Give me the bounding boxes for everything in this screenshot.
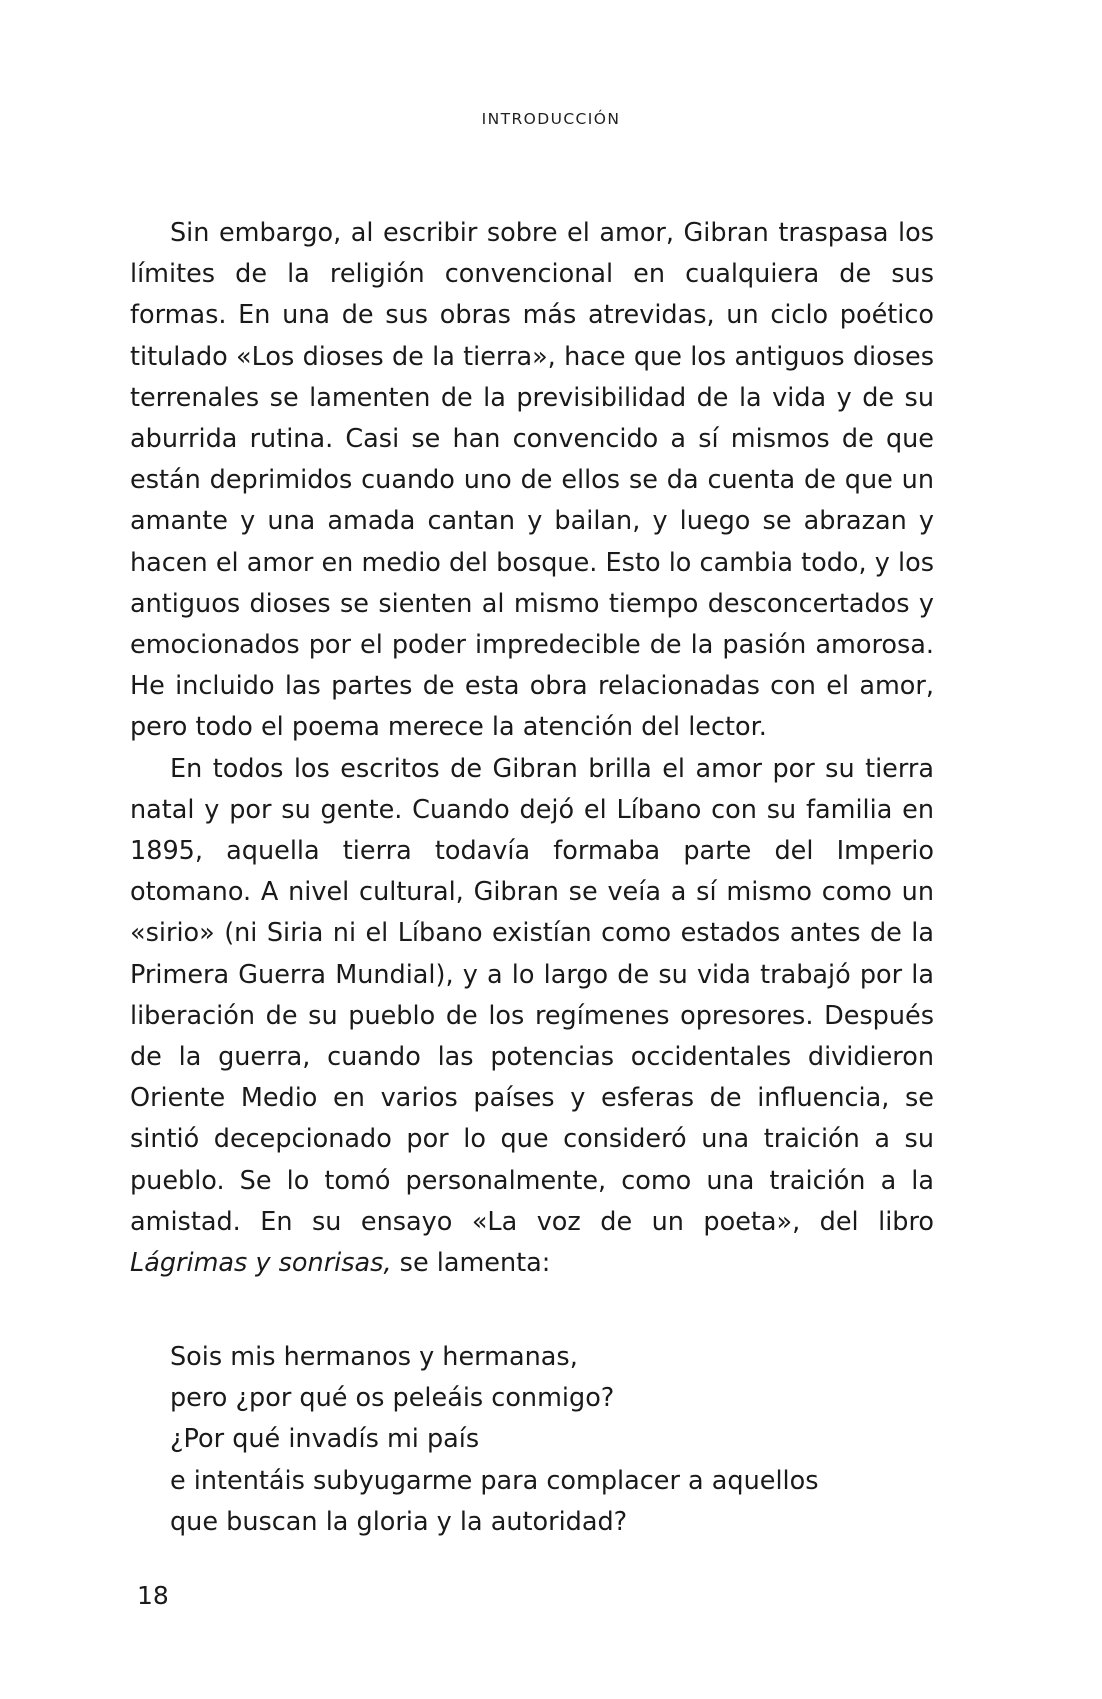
paragraph-1: Sin embargo, al escribir sobre el amor, Gibran traspasa los límites de la religión convencional en cualquiera de sus formas. En una de sus obras más atrevidas, un ciclo poético titulado «Los dioses de la tierra», hace que los antiguos dioses terrenales se lamenten de la previsibilidad de la vida y de su aburrida rutina. Casi se han convencido a sí mismos de que están deprimidos cuando uno de ellos se da cuenta de que un amante y una amada cantan y bailan, y luego se abrazan y hacen el amor en medio del bosque. Esto lo cambia todo, y los antiguos dioses se sienten al mismo tiempo desconcertados y emocionados por el poder impredecible de la pasión amorosa. He incluido las partes de esta obra relacionadas con el amor, pero todo el poema merece la atención del lector. xyxy=(130,218,934,743)
verse-line: ¿Por qué invadís mi país xyxy=(170,1424,480,1455)
verse-quote xyxy=(170,1337,930,1543)
body-text xyxy=(130,213,934,1284)
book-title: Lágrimas y sonrisas, xyxy=(130,1248,392,1279)
verse-line: pero ¿por qué os peleáis conmigo? xyxy=(170,1383,615,1414)
paragraph-2-tail: se lamenta: xyxy=(391,1248,551,1279)
paragraph-2 xyxy=(130,749,934,1285)
verse-line: Sois mis hermanos y hermanas, xyxy=(170,1342,578,1372)
running-head: INTRODUCCIÓN xyxy=(481,110,621,128)
verse-line: e intentáis subyugarme para complacer a aquellos xyxy=(170,1465,819,1496)
page-number: 18 xyxy=(137,1581,169,1610)
verse-line: que buscan la gloria y la autoridad? xyxy=(170,1506,628,1537)
paragraph-2-text: En todos los escritos de Gibran brilla el amor por su tierra natal y por su gente. Cuando dejó el Líbano con su familia en 1895, aquella tierra todavía formaba parte del Imperio otomano. A nivel cultural, Gibran se veía a sí mismo como un «sirio» (ni Siria ni el Líbano existían como estados antes de la Primera Guerra Mundial), y a lo largo de su vida trabajó por la liberación de su pueblo de los regímenes opresores. Después de la guerra, cuando las potencias occidentales dividieron Oriente Medio en varios países y esferas de influencia, se sintió decepcionado por lo que consideró una traición a su pueblo. Se lo tomó personalmente, como una traición a la amistad. En su ensayo «La voz de un poeta», del libro xyxy=(130,753,934,1237)
